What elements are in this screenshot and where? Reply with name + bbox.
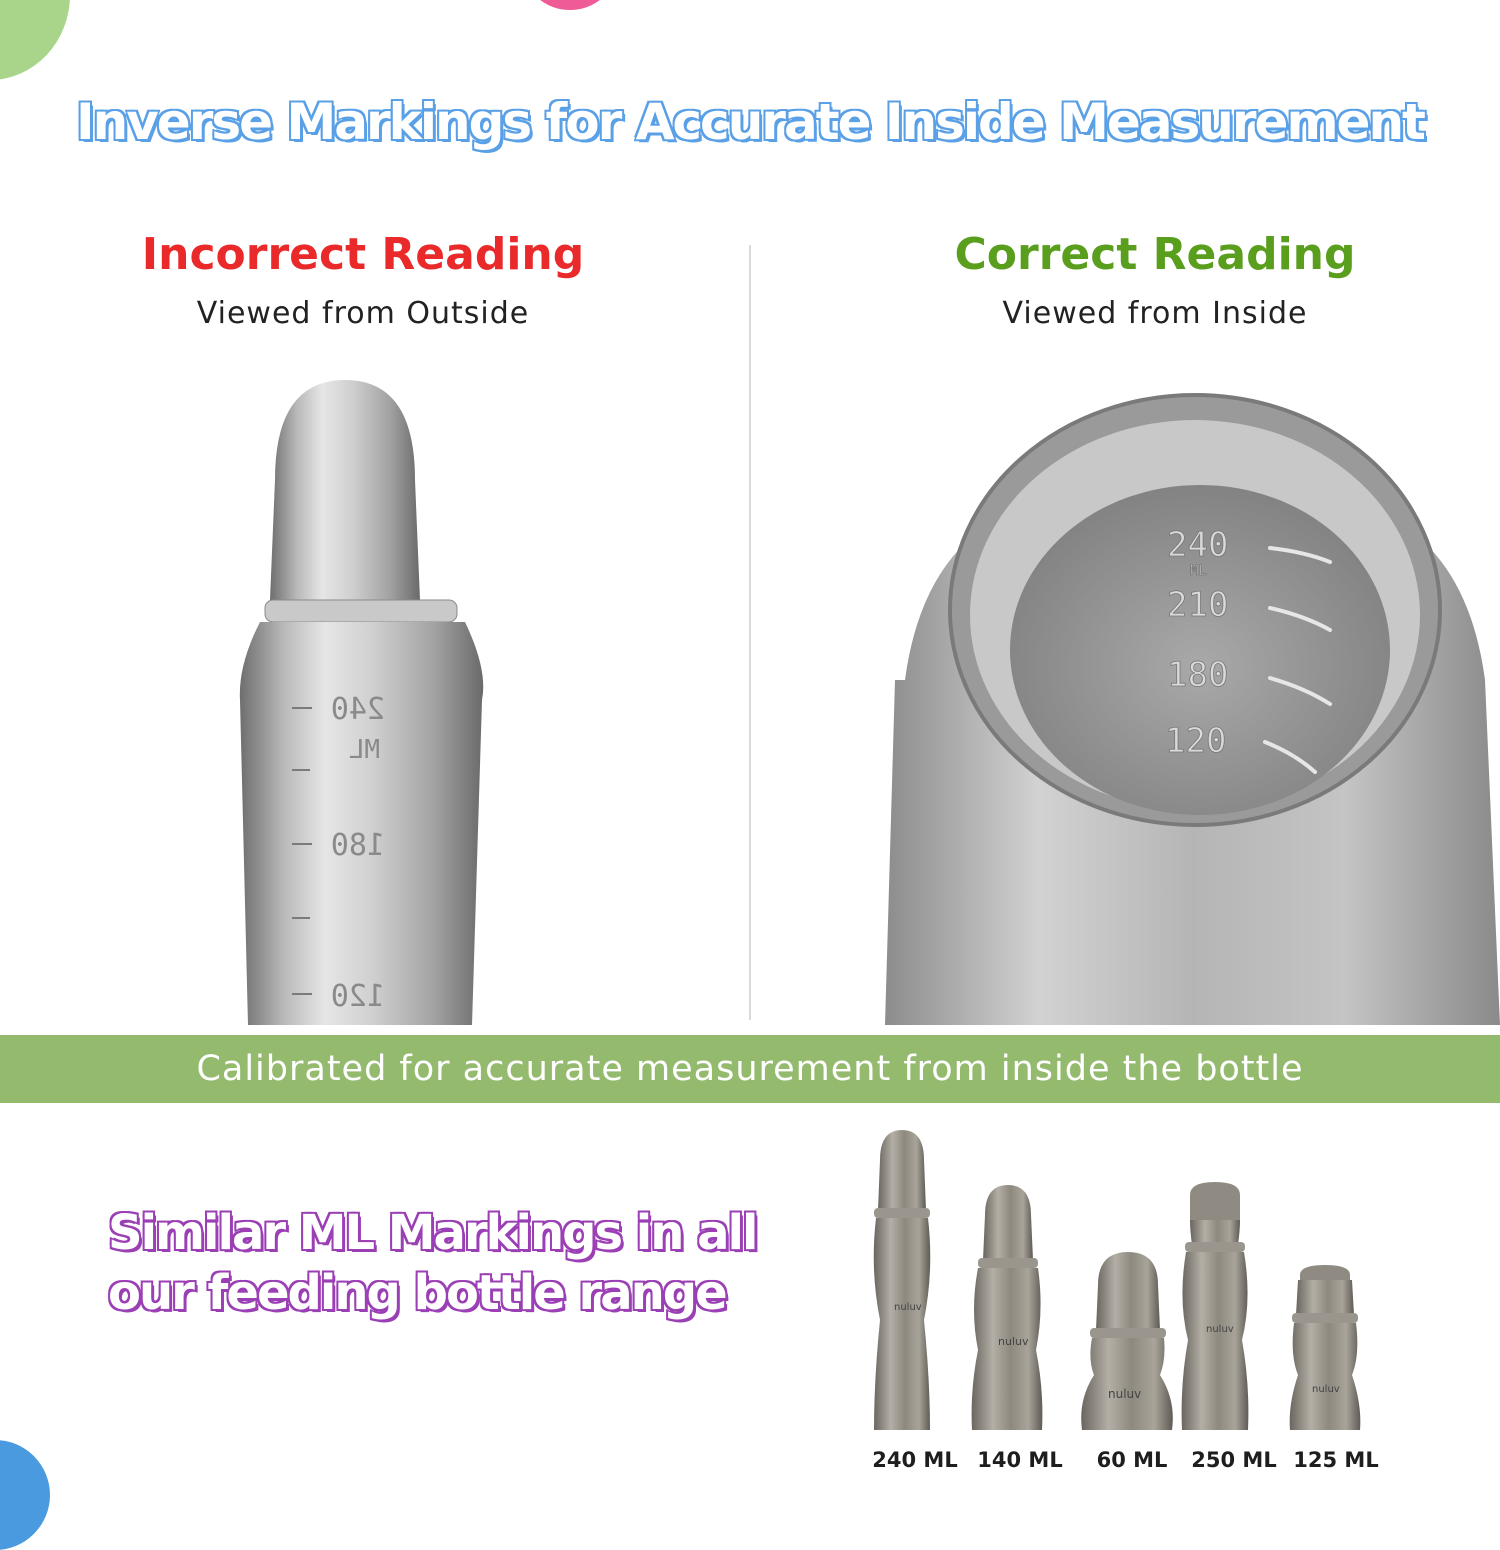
bottle-range-heading-line1: Similar ML Markings in all: [108, 1205, 757, 1261]
bottle-inside-image: [885, 380, 1500, 1025]
bottle-60ml-brand: nuluv: [1108, 1387, 1142, 1401]
calibration-banner: [0, 1035, 1500, 1103]
bottle-outside-image: [230, 370, 500, 1025]
bottle-250ml-brand: nuluv: [1206, 1324, 1234, 1335]
bottle-240ml: [874, 1130, 931, 1430]
decorative-green-circle: [0, 0, 70, 80]
decorative-pink-circle: [525, 0, 615, 10]
bottle-range-heading-line2: our feeding bottle range: [108, 1265, 726, 1321]
bottle-240ml-brand: nuluv: [894, 1302, 922, 1313]
headline: Inverse Markings for Accurate Inside Measurement: [76, 93, 1424, 151]
bottle-140ml: [972, 1185, 1043, 1430]
bottle-250ml: [1182, 1182, 1249, 1430]
decorative-blue-circle: [0, 1440, 50, 1550]
correct-reading-subtitle: Viewed from Inside: [1002, 296, 1308, 331]
marking-180: 180: [1167, 655, 1229, 695]
mirrored-marking-240: 240: [330, 692, 385, 727]
bottle-125ml-brand: nuluv: [1312, 1384, 1340, 1395]
bottle-range-heading: [108, 1203, 808, 1323]
bottle-label-140ml: 140 ML: [977, 1448, 1063, 1472]
marking-ml: ML: [1190, 563, 1207, 579]
column-divider: [749, 245, 751, 1020]
mirrored-marking-ml: ML: [348, 735, 380, 765]
marking-120: 120: [1165, 721, 1227, 761]
mirrored-marking-180: 180: [330, 828, 385, 863]
bottle-label-250ml: 250 ML: [1191, 1448, 1277, 1472]
incorrect-reading-subtitle: Viewed from Outside: [196, 296, 530, 331]
marking-240: 240: [1167, 525, 1229, 565]
bottle-range-image: [860, 1120, 1480, 1450]
correct-reading-title: Correct Reading: [954, 229, 1356, 280]
bottle-125ml: [1290, 1265, 1361, 1430]
marking-210: 210: [1167, 585, 1229, 625]
incorrect-reading-title: Incorrect Reading: [141, 229, 585, 280]
bottle-label-60ml: 60 ML: [1096, 1448, 1168, 1472]
calibration-banner-text: Calibrated for accurate measurement from inside the bottle: [196, 1049, 1304, 1089]
mirrored-marking-120: 120: [330, 979, 385, 1014]
bottle-label-125ml: 125 ML: [1293, 1448, 1379, 1472]
bottle-140ml-brand: nuluv: [998, 1335, 1029, 1348]
bottle-label-240ml: 240 ML: [872, 1448, 958, 1472]
bottle-60ml: [1081, 1252, 1173, 1430]
